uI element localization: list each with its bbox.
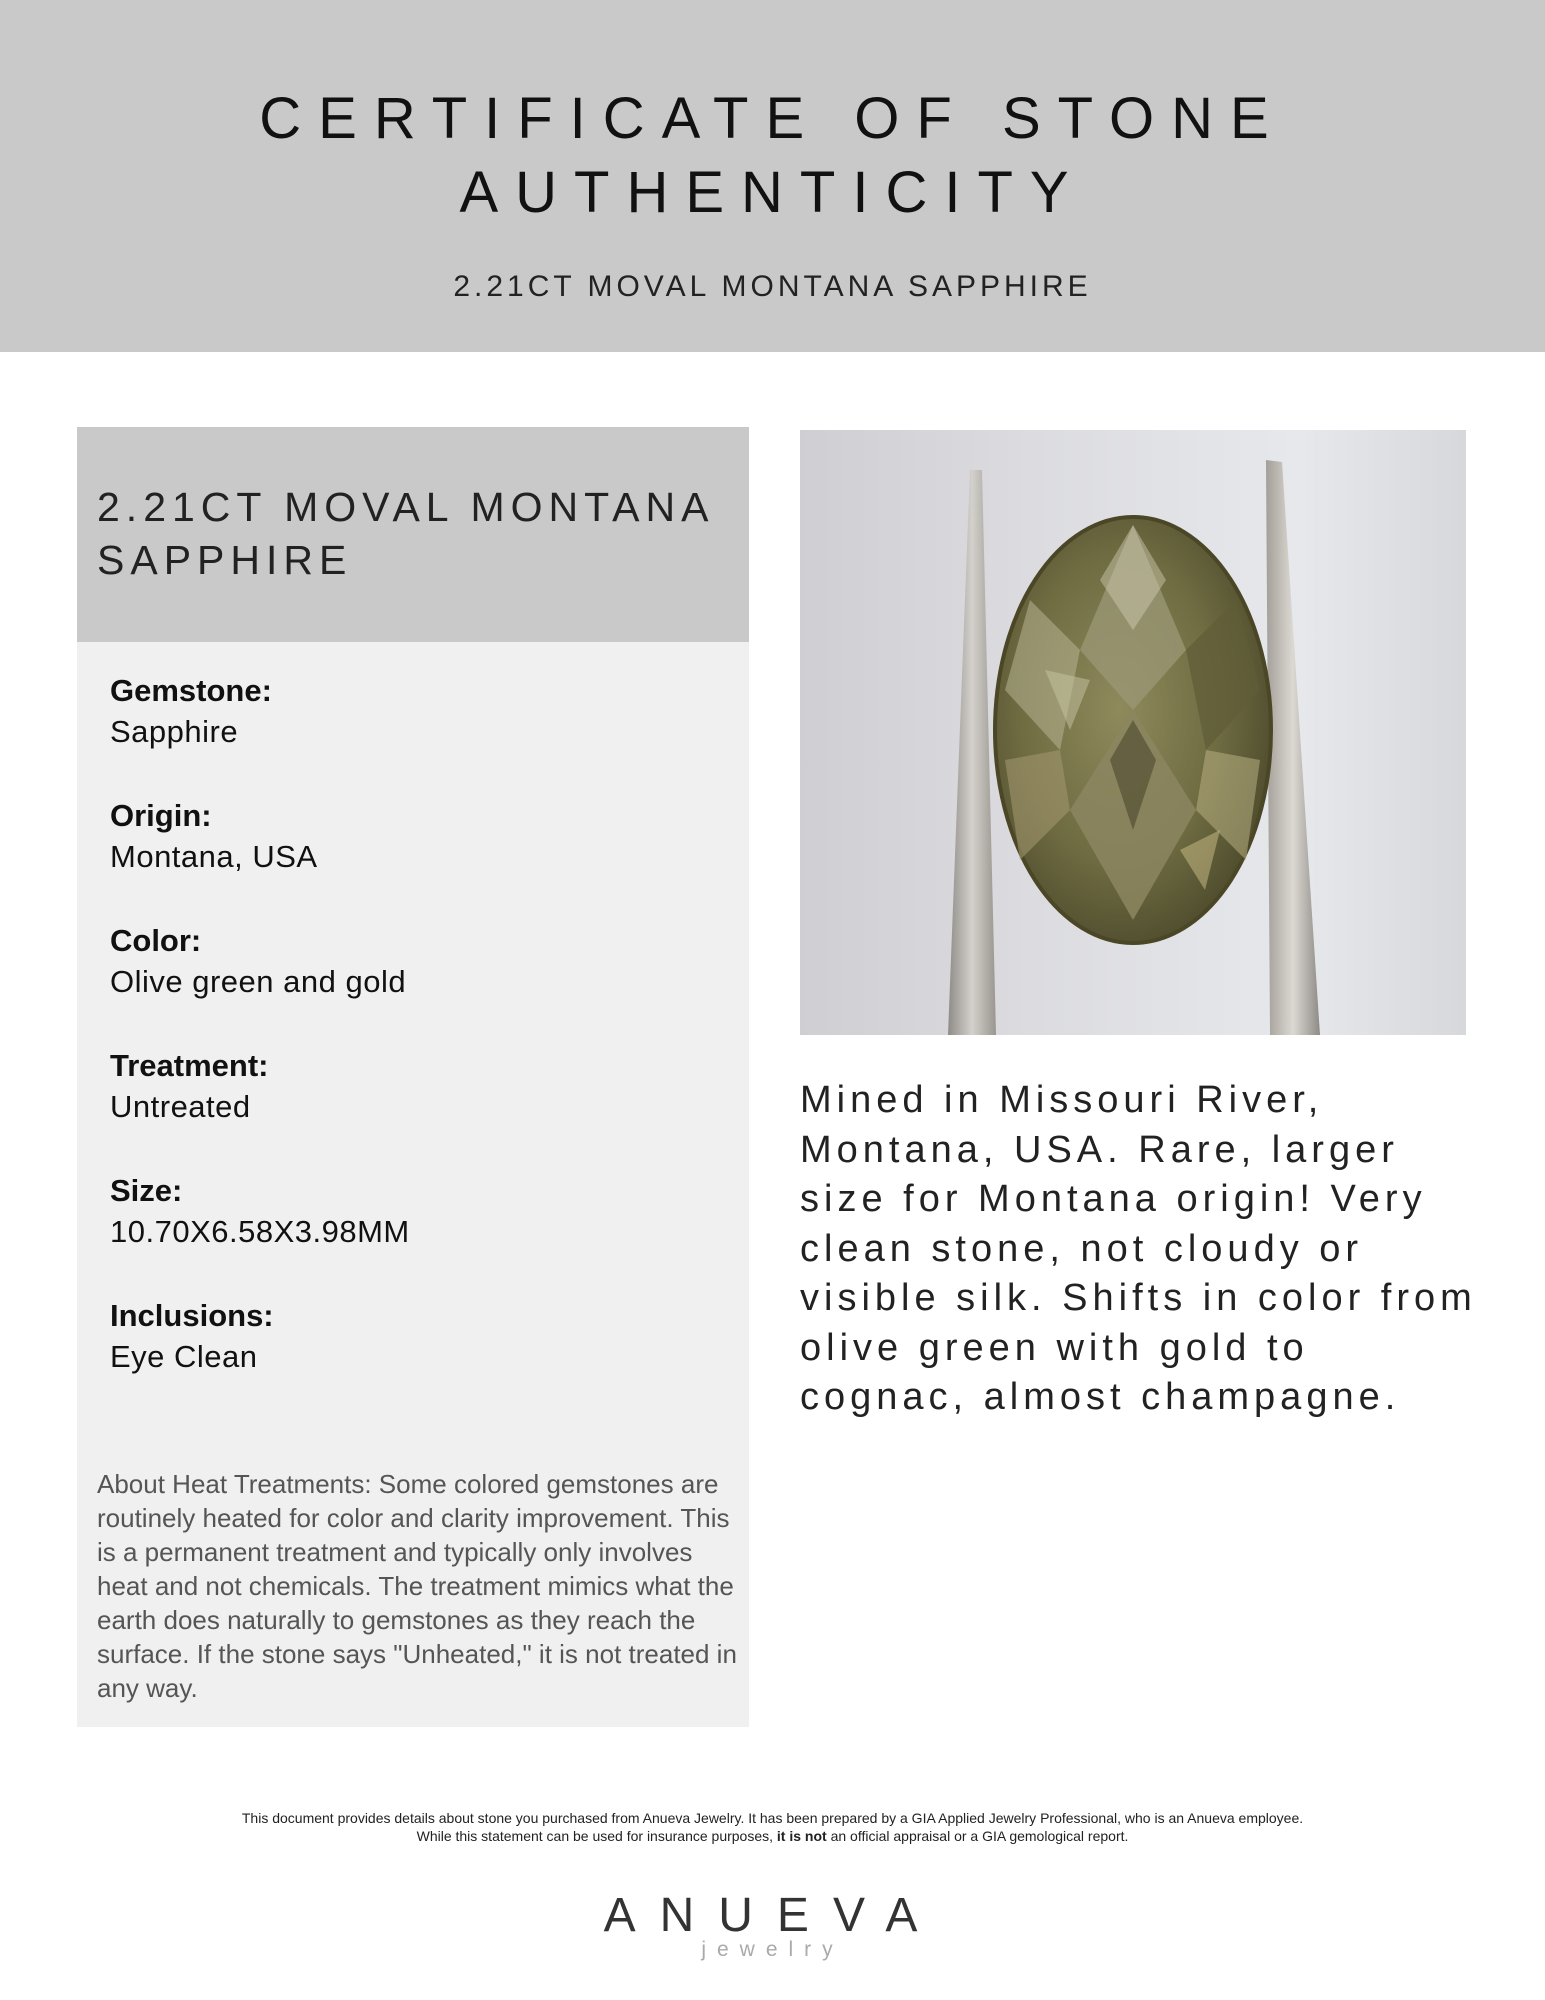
spec-value: Eye Clean (110, 1339, 258, 1374)
title-line-1: CERTIFICATE OF STONE (259, 86, 1286, 151)
spec-label: Gemstone: (110, 673, 272, 708)
spec-value: Olive green and gold (110, 964, 407, 999)
disclaimer-line-1: This document provides details about stone you purchased from Anueva Jewelry. It has been prepared by a GIA Applied Jewelry Professional, who is an Anueva employee. (241, 1810, 1304, 1826)
gemstone-photo (800, 430, 1466, 1035)
spec-label: Size: (110, 1173, 183, 1208)
spec-value: 10.70X6.58X3.98MM (110, 1214, 410, 1249)
spec-color (110, 921, 730, 1046)
spec-treatment (110, 1046, 730, 1171)
spec-origin (110, 796, 730, 921)
stone-name (97, 481, 737, 587)
title-line-2: AUTHENTICITY (459, 160, 1086, 225)
spec-value: Untreated (110, 1089, 251, 1124)
spec-size (110, 1171, 730, 1296)
stone-name-line-1: 2.21CT MOVAL MONTANA (97, 484, 715, 530)
spec-label: Origin: (110, 798, 212, 833)
spec-inclusions (110, 1296, 730, 1421)
spec-label: Inclusions: (110, 1298, 274, 1333)
spec-label: Color: (110, 923, 202, 958)
spec-value: Montana, USA (110, 839, 318, 874)
stone-details-panel (77, 427, 749, 1727)
stone-name-line-2: SAPPHIRE (97, 537, 353, 583)
disclaimer-line-2-end: an official appraisal or a GIA gemological report. (826, 1828, 1129, 1844)
spec-value: Sapphire (110, 714, 239, 749)
stone-details-heading (77, 427, 749, 642)
certificate-header (0, 0, 1545, 352)
spec-gemstone (110, 671, 730, 796)
disclaimer (0, 1809, 1545, 1845)
heat-treatment-note: About Heat Treatments: Some colored gemstones are routinely heated for color and clarity improvement. This is a permanent treatment and typically only involves heat and not chemicals. The treatment mimics what the earth does naturally to gemstones as they reach the surface. If the stone says "Unheated," it is not treated in any way. (97, 1469, 737, 1703)
certificate-title (0, 82, 1545, 230)
disclaimer-line-2 (0, 1827, 1545, 1845)
brand-logo-subtitle: jewelry (701, 1938, 844, 1961)
disclaimer-line-2-start: While this statement can be used for insurance purposes, (416, 1828, 777, 1844)
certificate-subtitle: 2.21CT MOVAL MONTANA SAPPHIRE (453, 270, 1092, 303)
spec-label: Treatment: (110, 1048, 269, 1083)
disclaimer-emphasis: it is not (776, 1828, 827, 1844)
brand-logo: ANUEVA (603, 1889, 942, 1942)
stone-description: Mined in Missouri River, Montana, USA. Rare, larger size for Montana origin! Very clean stone, not cloudy or visible silk. Shifts in color from olive green with gold to cognac, almost champagne. (800, 1079, 1477, 1418)
spec-list (110, 671, 730, 1421)
